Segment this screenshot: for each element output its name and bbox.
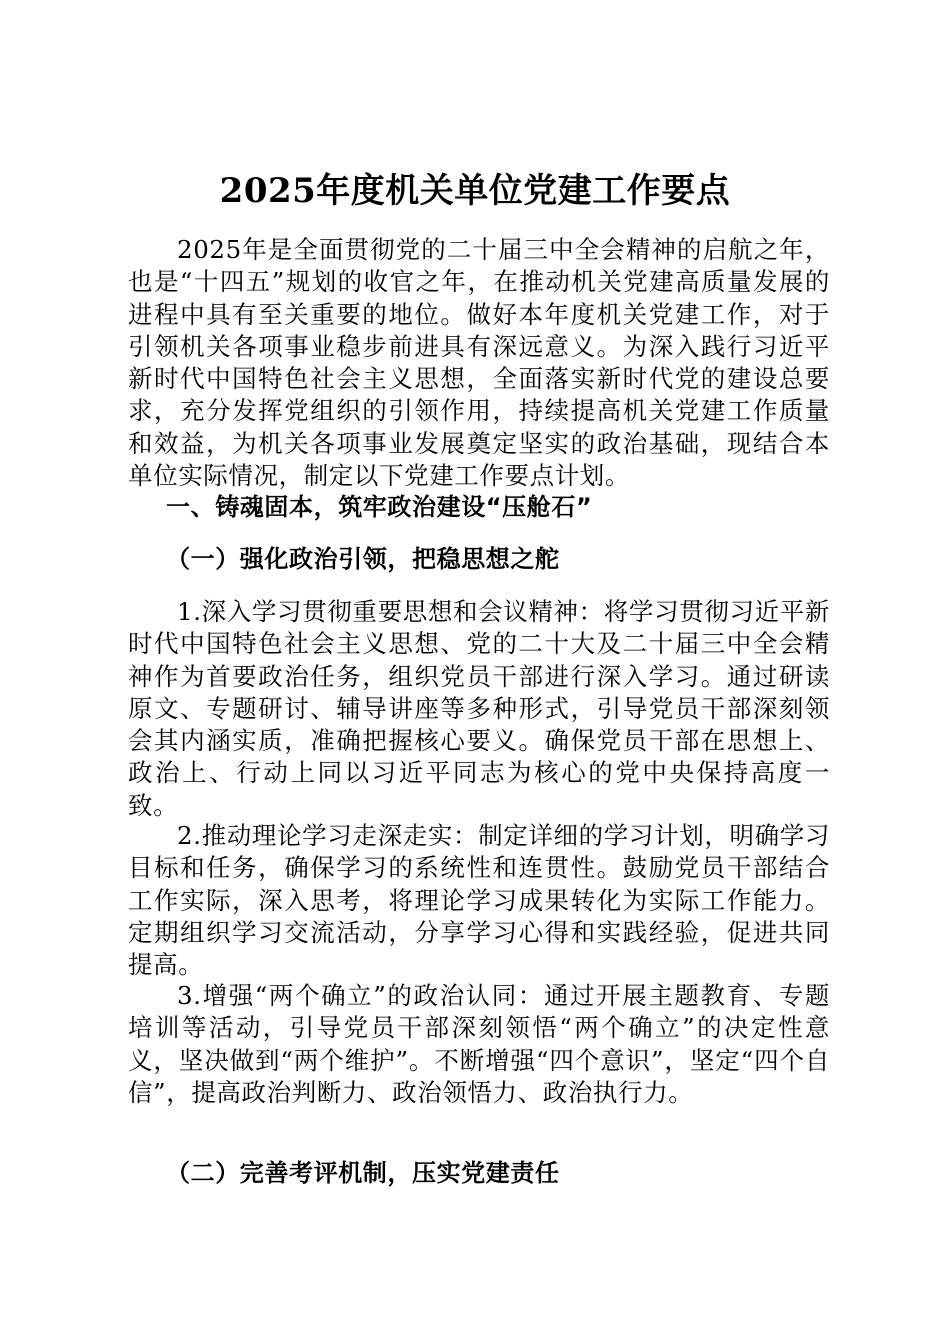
subsection-heading-2: （二）完善考评机制，压实党建责任: [166, 1159, 560, 1187]
item-paragraph-1: 1.深入学习贯彻重要思想和会议精神：将学习贯彻习近平新时代中国特色社会主义思想、党的二十大及二十届三中全会精神作为首要政治任务，组织党员干部进行深入学习。通过研读原文、专题研讨、辅导讲座等多种形式，引导党员干部深刻领会其内涵实质，准确把握核心要义。确保党员干部在思想上、政治上、行动上同以习近平同志为核心的党中央保持高度一致。: [128, 597, 830, 820]
item-paragraph-3: 3.增强“两个确立”的政治认同：通过开展主题教育、专题培训等活动，引导党员干部深刻领悟“两个确立”的决定性意义，坚决做到“两个维护”。不断增强“四个意识”，坚定“四个自信”，提高政治判断力、政治领悟力、政治执行力。: [128, 981, 830, 1107]
item-paragraph-2: 2.推动理论学习走深走实：制定详细的学习计划，明确学习目标和任务，确保学习的系统性和连贯性。鼓励党员干部结合工作实际，深入思考，将理论学习成果转化为实际工作能力。定期组织学习交流活动，分享学习心得和实践经验，促进共同提高。: [128, 821, 830, 980]
section-heading-1: 一、铸魂固本，筑牢政治建设“压舱石”: [166, 493, 593, 521]
document-title: 2025年度机关单位党建工作要点: [219, 171, 731, 211]
intro-paragraph: 2025年是全面贯彻党的二十届三中全会精神的启航之年，也是“十四五”规划的收官之年，在推动机关党建高质量发展的进程中具有至关重要的地位。做好本年度机关党建工作，对于引领机关各项事业稳步前进具有深远意义。为深入践行习近平新时代中国特色社会主义思想，全面落实新时代党的建设总要求，充分发挥党组织的引领作用，持续提高机关党建工作质量和效益，为机关各项事业发展奠定坚实的政治基础，现结合本单位实际情况，制定以下党建工作要点计划。: [128, 235, 830, 491]
subsection-heading-1: （一）强化政治引领，把稳思想之舵: [166, 545, 560, 573]
